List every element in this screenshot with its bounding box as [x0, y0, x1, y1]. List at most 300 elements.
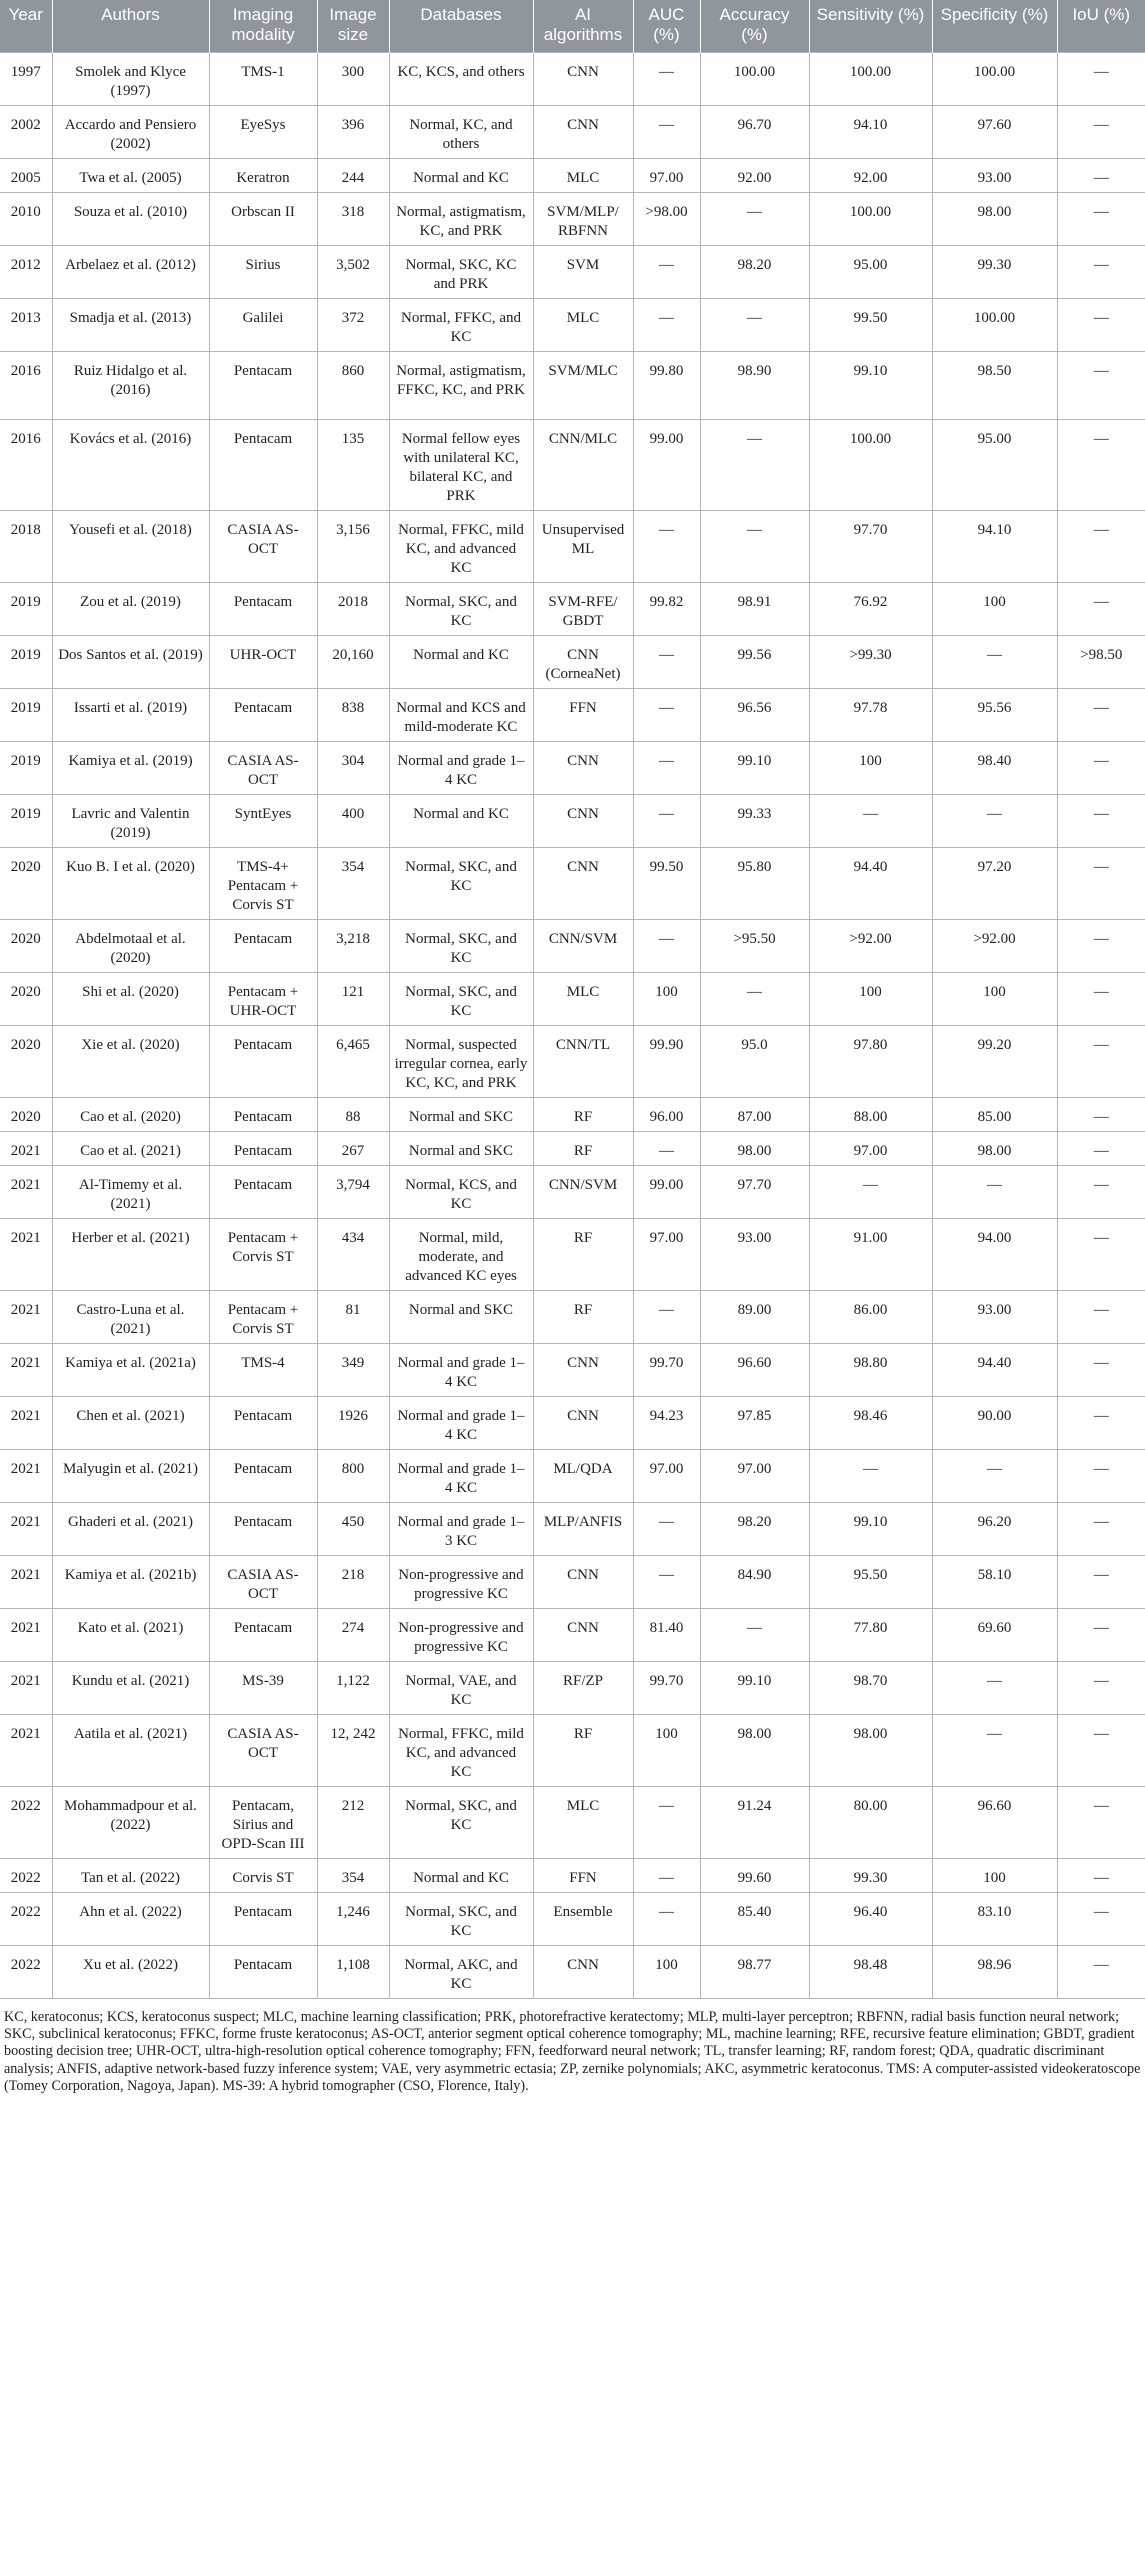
cell-iou: — — [1057, 1218, 1145, 1290]
cell-specificity: 58.10 — [932, 1555, 1057, 1608]
cell-specificity: 98.40 — [932, 741, 1057, 794]
cell-authors: Issarti et al. (2019) — [52, 688, 209, 741]
cell-year: 2022 — [0, 1892, 52, 1945]
cell-specificity: — — [932, 1165, 1057, 1218]
cell-specificity: 95.00 — [932, 419, 1057, 510]
cell-accuracy: 99.10 — [700, 741, 809, 794]
column-header: AI algorithms — [533, 0, 633, 52]
cell-sensitivity: 97.00 — [809, 1131, 932, 1165]
cell-specificity: — — [932, 635, 1057, 688]
cell-sensitivity: — — [809, 1165, 932, 1218]
cell-iou: — — [1057, 1661, 1145, 1714]
cell-year: 2021 — [0, 1131, 52, 1165]
cell-image-size: 396 — [317, 105, 389, 158]
cell-ai-algorithms: MLC — [533, 158, 633, 192]
cell-image-size: 349 — [317, 1343, 389, 1396]
cell-imaging-modality: Pentacam + Corvis ST — [209, 1218, 317, 1290]
cell-year: 2021 — [0, 1608, 52, 1661]
cell-accuracy: >95.50 — [700, 919, 809, 972]
cell-iou: — — [1057, 1714, 1145, 1786]
cell-iou: — — [1057, 741, 1145, 794]
table-row — [0, 635, 1145, 688]
cell-iou: — — [1057, 1097, 1145, 1131]
cell-year: 2019 — [0, 741, 52, 794]
cell-auc: 99.82 — [633, 582, 700, 635]
cell-ai-algorithms: CNN/SVM — [533, 1165, 633, 1218]
cell-specificity: 100 — [932, 972, 1057, 1025]
table-row — [0, 1131, 1145, 1165]
cell-auc: 99.90 — [633, 1025, 700, 1097]
cell-image-size: 450 — [317, 1502, 389, 1555]
cell-image-size: 121 — [317, 972, 389, 1025]
cell-specificity: 85.00 — [932, 1097, 1057, 1131]
cell-accuracy: 100.00 — [700, 52, 809, 105]
cell-auc: — — [633, 1131, 700, 1165]
cell-accuracy: — — [700, 192, 809, 245]
cell-imaging-modality: MS-39 — [209, 1661, 317, 1714]
cell-year: 2019 — [0, 582, 52, 635]
cell-iou: — — [1057, 245, 1145, 298]
cell-authors: Xu et al. (2022) — [52, 1945, 209, 1998]
cell-iou: — — [1057, 1608, 1145, 1661]
cell-sensitivity: 97.80 — [809, 1025, 932, 1097]
table-row — [0, 192, 1145, 245]
cell-imaging-modality: Keratron — [209, 158, 317, 192]
cell-databases: Normal, SKC, and KC — [389, 972, 533, 1025]
cell-iou: — — [1057, 794, 1145, 847]
cell-accuracy: 99.56 — [700, 635, 809, 688]
cell-image-size: 838 — [317, 688, 389, 741]
cell-sensitivity: 99.30 — [809, 1858, 932, 1892]
cell-authors: Mohammadpour et al. (2022) — [52, 1786, 209, 1858]
column-header: Image size — [317, 0, 389, 52]
cell-sensitivity: 97.70 — [809, 510, 932, 582]
table-row — [0, 794, 1145, 847]
cell-year: 2018 — [0, 510, 52, 582]
cell-ai-algorithms: RF — [533, 1097, 633, 1131]
cell-ai-algorithms: CNN — [533, 1396, 633, 1449]
cell-year: 1997 — [0, 52, 52, 105]
cell-sensitivity: 98.80 — [809, 1343, 932, 1396]
cell-ai-algorithms: RF — [533, 1714, 633, 1786]
cell-iou: — — [1057, 52, 1145, 105]
cell-sensitivity: 99.10 — [809, 351, 932, 419]
cell-sensitivity: 96.40 — [809, 1892, 932, 1945]
cell-imaging-modality: Pentacam — [209, 1131, 317, 1165]
table-row — [0, 419, 1145, 510]
cell-databases: Normal, suspected irregular cornea, early KC, KC, and PRK — [389, 1025, 533, 1097]
cell-accuracy: — — [700, 510, 809, 582]
cell-specificity: 100 — [932, 1858, 1057, 1892]
cell-accuracy: 98.91 — [700, 582, 809, 635]
cell-authors: Abdelmotaal et al. (2020) — [52, 919, 209, 972]
cell-specificity: 96.60 — [932, 1786, 1057, 1858]
cell-image-size: 6,465 — [317, 1025, 389, 1097]
cell-year: 2020 — [0, 847, 52, 919]
cell-iou: — — [1057, 351, 1145, 419]
cell-specificity: 98.00 — [932, 1131, 1057, 1165]
cell-accuracy: 95.0 — [700, 1025, 809, 1097]
cell-authors: Aatila et al. (2021) — [52, 1714, 209, 1786]
cell-imaging-modality: TMS-4 — [209, 1343, 317, 1396]
cell-image-size: 1,108 — [317, 1945, 389, 1998]
cell-specificity: 98.96 — [932, 1945, 1057, 1998]
cell-specificity: — — [932, 1661, 1057, 1714]
cell-image-size: 2018 — [317, 582, 389, 635]
cell-imaging-modality: EyeSys — [209, 105, 317, 158]
cell-auc: 94.23 — [633, 1396, 700, 1449]
cell-imaging-modality: Pentacam — [209, 1608, 317, 1661]
cell-databases: Normal and KC — [389, 794, 533, 847]
cell-imaging-modality: CASIA AS-OCT — [209, 510, 317, 582]
table-row — [0, 1025, 1145, 1097]
cell-specificity: 94.10 — [932, 510, 1057, 582]
cell-sensitivity: 95.50 — [809, 1555, 932, 1608]
cell-databases: Normal, SKC, and KC — [389, 847, 533, 919]
cell-accuracy: 96.60 — [700, 1343, 809, 1396]
table-row — [0, 105, 1145, 158]
cell-accuracy: 97.85 — [700, 1396, 809, 1449]
cell-iou: — — [1057, 298, 1145, 351]
cell-sensitivity: 94.10 — [809, 105, 932, 158]
cell-databases: Normal and grade 1–3 KC — [389, 1502, 533, 1555]
cell-ai-algorithms: CNN — [533, 105, 633, 158]
cell-databases: Normal, KCS, and KC — [389, 1165, 533, 1218]
cell-imaging-modality: Pentacam + UHR-OCT — [209, 972, 317, 1025]
cell-sensitivity: 100.00 — [809, 192, 932, 245]
table-row — [0, 741, 1145, 794]
cell-image-size: 800 — [317, 1449, 389, 1502]
cell-databases: Normal, SKC, and KC — [389, 919, 533, 972]
cell-auc: — — [633, 1290, 700, 1343]
table-row — [0, 1502, 1145, 1555]
cell-accuracy: 92.00 — [700, 158, 809, 192]
cell-imaging-modality: Pentacam — [209, 1097, 317, 1131]
cell-authors: Shi et al. (2020) — [52, 972, 209, 1025]
cell-auc: 97.00 — [633, 158, 700, 192]
cell-databases: Normal fellow eyes with unilateral KC, bilateral KC, and PRK — [389, 419, 533, 510]
table-row — [0, 351, 1145, 419]
cell-auc: 100 — [633, 1945, 700, 1998]
cell-databases: Normal, FFKC, and KC — [389, 298, 533, 351]
cell-iou: — — [1057, 1290, 1145, 1343]
cell-sensitivity: 98.70 — [809, 1661, 932, 1714]
cell-authors: Kato et al. (2021) — [52, 1608, 209, 1661]
cell-auc: — — [633, 245, 700, 298]
cell-iou: — — [1057, 1396, 1145, 1449]
cell-accuracy: 84.90 — [700, 1555, 809, 1608]
cell-imaging-modality: Pentacam — [209, 919, 317, 972]
cell-ai-algorithms: RF — [533, 1131, 633, 1165]
cell-imaging-modality: Sirius — [209, 245, 317, 298]
cell-imaging-modality: Pentacam + Corvis ST — [209, 1290, 317, 1343]
cell-auc: — — [633, 919, 700, 972]
cell-imaging-modality: Pentacam — [209, 351, 317, 419]
cell-databases: Normal and grade 1–4 KC — [389, 1396, 533, 1449]
cell-imaging-modality: Pentacam — [209, 688, 317, 741]
cell-sensitivity: 77.80 — [809, 1608, 932, 1661]
cell-databases: Normal and grade 1–4 KC — [389, 1449, 533, 1502]
cell-auc: — — [633, 298, 700, 351]
cell-auc: — — [633, 1858, 700, 1892]
cell-imaging-modality: SyntEyes — [209, 794, 317, 847]
cell-specificity: — — [932, 1714, 1057, 1786]
cell-iou: — — [1057, 1555, 1145, 1608]
cell-auc: 97.00 — [633, 1218, 700, 1290]
table-row — [0, 298, 1145, 351]
cell-authors: Twa et al. (2005) — [52, 158, 209, 192]
cell-image-size: 372 — [317, 298, 389, 351]
cell-imaging-modality: Pentacam, Sirius and OPD-Scan III — [209, 1786, 317, 1858]
cell-image-size: 1926 — [317, 1396, 389, 1449]
cell-year: 2016 — [0, 419, 52, 510]
cell-ai-algorithms: CNN — [533, 52, 633, 105]
cell-image-size: 434 — [317, 1218, 389, 1290]
cell-authors: Xie et al. (2020) — [52, 1025, 209, 1097]
cell-specificity: 90.00 — [932, 1396, 1057, 1449]
cell-accuracy: — — [700, 972, 809, 1025]
cell-imaging-modality: Pentacam — [209, 582, 317, 635]
cell-databases: Normal, mild, moderate, and advanced KC eyes — [389, 1218, 533, 1290]
cell-year: 2019 — [0, 688, 52, 741]
cell-ai-algorithms: SVM — [533, 245, 633, 298]
cell-sensitivity: 100 — [809, 741, 932, 794]
cell-ai-algorithms: CNN/TL — [533, 1025, 633, 1097]
table-row — [0, 245, 1145, 298]
cell-accuracy: 96.70 — [700, 105, 809, 158]
cell-ai-algorithms: CNN/SVM — [533, 919, 633, 972]
cell-databases: Normal, AKC, and KC — [389, 1945, 533, 1998]
cell-accuracy: 99.10 — [700, 1661, 809, 1714]
cell-ai-algorithms: MLC — [533, 298, 633, 351]
cell-ai-algorithms: CNN — [533, 1608, 633, 1661]
cell-sensitivity: >92.00 — [809, 919, 932, 972]
cell-sensitivity: 97.78 — [809, 688, 932, 741]
cell-iou: — — [1057, 105, 1145, 158]
cell-accuracy: 98.77 — [700, 1945, 809, 1998]
cell-year: 2020 — [0, 1025, 52, 1097]
cell-year: 2019 — [0, 794, 52, 847]
table-row — [0, 1097, 1145, 1131]
cell-image-size: 3,794 — [317, 1165, 389, 1218]
cell-year: 2005 — [0, 158, 52, 192]
cell-databases: Normal and KCS and mild-moderate KC — [389, 688, 533, 741]
cell-year: 2021 — [0, 1290, 52, 1343]
cell-databases: Normal, SKC, KC and PRK — [389, 245, 533, 298]
cell-authors: Herber et al. (2021) — [52, 1218, 209, 1290]
cell-iou: — — [1057, 847, 1145, 919]
cell-databases: Normal and SKC — [389, 1290, 533, 1343]
table-row — [0, 1555, 1145, 1608]
cell-specificity: 83.10 — [932, 1892, 1057, 1945]
cell-imaging-modality: TMS-1 — [209, 52, 317, 105]
cell-ai-algorithms: CNN — [533, 847, 633, 919]
cell-auc: 99.70 — [633, 1661, 700, 1714]
column-header: Imaging modality — [209, 0, 317, 52]
cell-authors: Chen et al. (2021) — [52, 1396, 209, 1449]
cell-auc: — — [633, 52, 700, 105]
cell-image-size: 400 — [317, 794, 389, 847]
cell-sensitivity: 94.40 — [809, 847, 932, 919]
column-header: Year — [0, 0, 52, 52]
cell-specificity: 93.00 — [932, 158, 1057, 192]
cell-databases: Non-progressive and progressive KC — [389, 1608, 533, 1661]
cell-imaging-modality: Pentacam — [209, 1396, 317, 1449]
cell-authors: Malyugin et al. (2021) — [52, 1449, 209, 1502]
column-header: Databases — [389, 0, 533, 52]
cell-image-size: 1,122 — [317, 1661, 389, 1714]
cell-specificity: 94.40 — [932, 1343, 1057, 1396]
cell-auc: — — [633, 635, 700, 688]
cell-imaging-modality: Pentacam — [209, 1945, 317, 1998]
cell-sensitivity: 98.48 — [809, 1945, 932, 1998]
cell-iou: — — [1057, 1165, 1145, 1218]
cell-imaging-modality: Pentacam — [209, 1449, 317, 1502]
cell-sensitivity: 98.00 — [809, 1714, 932, 1786]
cell-imaging-modality: Pentacam — [209, 1892, 317, 1945]
cell-accuracy: 99.60 — [700, 1858, 809, 1892]
cell-specificity: 69.60 — [932, 1608, 1057, 1661]
cell-ai-algorithms: RF — [533, 1290, 633, 1343]
cell-sensitivity: 88.00 — [809, 1097, 932, 1131]
cell-imaging-modality: Pentacam — [209, 419, 317, 510]
table-header — [0, 0, 1145, 52]
cell-databases: Normal, FFKC, mild KC, and advanced KC — [389, 510, 533, 582]
cell-ai-algorithms: MLC — [533, 1786, 633, 1858]
cell-iou: — — [1057, 1025, 1145, 1097]
cell-year: 2016 — [0, 351, 52, 419]
cell-year: 2022 — [0, 1858, 52, 1892]
cell-databases: Non-progressive and progressive KC — [389, 1555, 533, 1608]
cell-auc: — — [633, 1892, 700, 1945]
cell-accuracy: 97.00 — [700, 1449, 809, 1502]
cell-sensitivity: 95.00 — [809, 245, 932, 298]
cell-image-size: 300 — [317, 52, 389, 105]
cell-iou: >98.50 — [1057, 635, 1145, 688]
cell-accuracy: 93.00 — [700, 1218, 809, 1290]
cell-image-size: 318 — [317, 192, 389, 245]
cell-iou: — — [1057, 1892, 1145, 1945]
table-row — [0, 1892, 1145, 1945]
cell-auc: 81.40 — [633, 1608, 700, 1661]
cell-imaging-modality: Galilei — [209, 298, 317, 351]
cell-ai-algorithms: FFN — [533, 688, 633, 741]
table-row — [0, 972, 1145, 1025]
cell-accuracy: 95.80 — [700, 847, 809, 919]
cell-auc: 96.00 — [633, 1097, 700, 1131]
cell-year: 2021 — [0, 1661, 52, 1714]
cell-iou: — — [1057, 919, 1145, 972]
cell-image-size: 3,218 — [317, 919, 389, 972]
cell-accuracy: 98.00 — [700, 1131, 809, 1165]
cell-ai-algorithms: CNN (CorneaNet) — [533, 635, 633, 688]
cell-sensitivity: 100.00 — [809, 419, 932, 510]
cell-authors: Tan et al. (2022) — [52, 1858, 209, 1892]
column-header: Specificity (%) — [932, 0, 1057, 52]
cell-year: 2019 — [0, 635, 52, 688]
cell-sensitivity: 92.00 — [809, 158, 932, 192]
table-row — [0, 688, 1145, 741]
cell-accuracy: 89.00 — [700, 1290, 809, 1343]
cell-authors: Souza et al. (2010) — [52, 192, 209, 245]
cell-accuracy: 91.24 — [700, 1786, 809, 1858]
cell-image-size: 12, 242 — [317, 1714, 389, 1786]
cell-authors: Kamiya et al. (2021b) — [52, 1555, 209, 1608]
table-row — [0, 1858, 1145, 1892]
cell-imaging-modality: CASIA AS-OCT — [209, 741, 317, 794]
cell-auc: 99.00 — [633, 1165, 700, 1218]
cell-year: 2022 — [0, 1786, 52, 1858]
cell-ai-algorithms: CNN — [533, 794, 633, 847]
cell-year: 2021 — [0, 1396, 52, 1449]
cell-sensitivity: 100.00 — [809, 52, 932, 105]
cell-databases: Normal, VAE, and KC — [389, 1661, 533, 1714]
cell-specificity: 100 — [932, 582, 1057, 635]
cell-iou: — — [1057, 1502, 1145, 1555]
cell-authors: Smadja et al. (2013) — [52, 298, 209, 351]
cell-accuracy: 98.90 — [700, 351, 809, 419]
cell-ai-algorithms: CNN — [533, 1343, 633, 1396]
cell-imaging-modality: Pentacam — [209, 1502, 317, 1555]
cell-ai-algorithms: RF/ZP — [533, 1661, 633, 1714]
cell-sensitivity: 99.10 — [809, 1502, 932, 1555]
cell-auc: — — [633, 741, 700, 794]
table-footnote: KC, keratoconus; KCS, keratoconus suspect; MLC, machine learning classification; PRK, photorefractive keratectomy; MLP, multi-layer perceptron; RBFNN, radial basis function neural network; SKC, subclinical keratoconus; FFKC, forme fruste keratoconus; AS-OCT, anterior segment optical coherence tomography; ML, machine learning; RFE, recursive feature elimination; GBDT, gradient boosting decision tree; UHR-OCT, ultra-high-resolution optical coherence tomography; FFN, feedforward neural network; TL, transfer learning; RF, random forest; QDA, quadratic discriminant analysis; ANFIS, adaptive network-based fuzzy inference system; VAE, very asymmetric ectasia; ZP, zernike polynomials; AKC, asymmetric keratoconus. TMS: A computer-assisted videokeratoscope (Tomey Corporation, Nagoya, Japan). MS-39: A hybrid tomographer (CSO, Florence, Italy). — [4, 2008, 1141, 2095]
cell-authors: Yousefi et al. (2018) — [52, 510, 209, 582]
cell-ai-algorithms: MLP/ANFIS — [533, 1502, 633, 1555]
cell-accuracy: 99.33 — [700, 794, 809, 847]
cell-ai-algorithms: Ensemble — [533, 1892, 633, 1945]
cell-accuracy: — — [700, 419, 809, 510]
cell-authors: Kuo B. I et al. (2020) — [52, 847, 209, 919]
cell-auc: 100 — [633, 1714, 700, 1786]
cell-specificity: 98.50 — [932, 351, 1057, 419]
cell-iou: — — [1057, 1343, 1145, 1396]
cell-auc: 100 — [633, 972, 700, 1025]
cell-year: 2021 — [0, 1165, 52, 1218]
column-header: Authors — [52, 0, 209, 52]
cell-ai-algorithms: FFN — [533, 1858, 633, 1892]
cell-auc: — — [633, 794, 700, 847]
cell-ai-algorithms: SVM/MLC — [533, 351, 633, 419]
cell-auc: — — [633, 105, 700, 158]
cell-specificity: 99.20 — [932, 1025, 1057, 1097]
table-body — [0, 52, 1145, 1998]
cell-year: 2020 — [0, 919, 52, 972]
cell-specificity: — — [932, 794, 1057, 847]
cell-specificity: 100.00 — [932, 52, 1057, 105]
cell-image-size: 20,160 — [317, 635, 389, 688]
cell-sensitivity: 100 — [809, 972, 932, 1025]
cell-authors: Ghaderi et al. (2021) — [52, 1502, 209, 1555]
cell-ai-algorithms: CNN — [533, 1945, 633, 1998]
cell-auc: 99.00 — [633, 419, 700, 510]
cell-databases: Normal, SKC, and KC — [389, 1786, 533, 1858]
cell-year: 2020 — [0, 972, 52, 1025]
cell-authors: Al-Timemy et al. (2021) — [52, 1165, 209, 1218]
cell-sensitivity: 76.92 — [809, 582, 932, 635]
cell-databases: Normal, SKC, and KC — [389, 1892, 533, 1945]
cell-authors: Kovács et al. (2016) — [52, 419, 209, 510]
cell-authors: Kamiya et al. (2019) — [52, 741, 209, 794]
cell-accuracy: 96.56 — [700, 688, 809, 741]
cell-authors: Arbelaez et al. (2012) — [52, 245, 209, 298]
cell-image-size: 354 — [317, 847, 389, 919]
cell-databases: Normal, astigmatism, KC, and PRK — [389, 192, 533, 245]
cell-accuracy: 98.20 — [700, 1502, 809, 1555]
cell-auc: — — [633, 510, 700, 582]
cell-sensitivity: 80.00 — [809, 1786, 932, 1858]
